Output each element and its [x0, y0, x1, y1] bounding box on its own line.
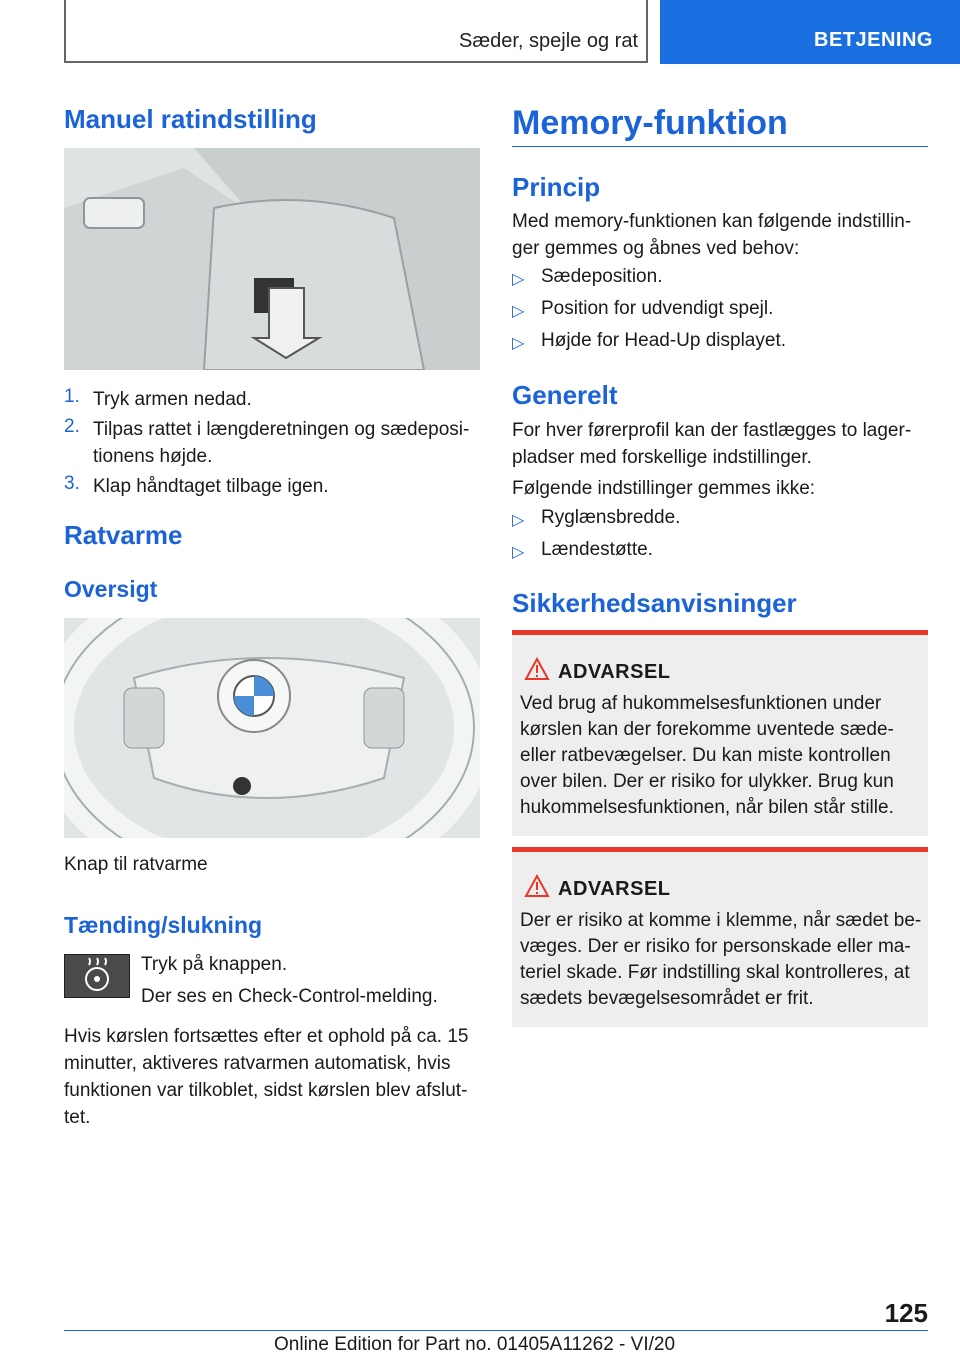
list-item: Position for udvendigt spejl. — [541, 298, 774, 319]
footer-edition: Online Edition for Part no. 01405A11262 - VI/20 — [274, 1334, 676, 1355]
step-number: 1. — [64, 386, 80, 407]
steering-wheel-illustration — [64, 618, 480, 838]
warning-box — [512, 630, 928, 836]
warning-box — [512, 847, 928, 1027]
warning-title: ADVARSEL — [558, 878, 671, 900]
step-text: Klap håndtaget tilbage igen. — [93, 476, 329, 497]
bullet-icon: ▷ — [512, 335, 525, 352]
check-control-text: Der ses en Check-Control-melding. — [141, 986, 438, 1007]
steering-column-illustration — [64, 148, 480, 370]
list-item: Højde for Head-Up displayet. — [541, 330, 786, 351]
auto-activation-paragraph: Hvis kørslen fortsættes efter et ophold på ca. 15 minutter, aktiveres ratvarmen automatisk, hvis funktionen var tilkoblet, sidst kørslen blev afslut-tet. — [64, 1026, 469, 1128]
manual-adjust-heading: Manuel ratindstilling — [64, 104, 317, 134]
heated-steering-heading: Ratvarme — [64, 520, 183, 550]
list-item: Ryglænsbredde. — [541, 507, 681, 528]
memory-function-heading: Memory-funktion — [512, 104, 788, 142]
warning-title: ADVARSEL — [558, 661, 671, 683]
warning-triangle-icon — [524, 874, 550, 898]
safety-heading: Sikkerhedsanvisninger — [512, 588, 797, 618]
header-section-title: Sæder, spejle og rat — [459, 30, 638, 52]
warning-body: Ved brug af hukommelsesfunktionen under kørslen kan der forekomme uventede sæde- eller ratbevægelser. Du kan miste kontrollen over bilen. Der er risiko for ulykker. Brug kun hukommelsesfunktionen, når bilen står stille. — [520, 693, 894, 818]
principle-heading: Princip — [512, 172, 601, 202]
header-tab-label[interactable]: BETJENING — [814, 29, 933, 51]
list-item: Sædeposition. — [541, 266, 663, 287]
general-text: For hver førerprofil kan der fastlægges to lager-pladser med forskellige indstillinger. — [512, 420, 912, 468]
figure-caption: Knap til ratvarme — [64, 854, 208, 875]
not-saved-text: Følgende indstillinger gemmes ikke: — [512, 478, 816, 499]
general-heading: Generelt — [512, 380, 618, 410]
step-list — [64, 386, 480, 506]
principle-list — [512, 266, 928, 366]
press-button-text: Tryk på knappen. — [141, 954, 288, 975]
on-off-heading: Tænding/slukning — [64, 912, 263, 938]
bullet-icon: ▷ — [512, 544, 525, 561]
page-number: 125 — [884, 1298, 928, 1328]
footer-rule — [64, 1330, 928, 1331]
warning-triangle-icon — [524, 657, 550, 681]
heading-rule — [512, 146, 928, 147]
step-number: 3. — [64, 473, 80, 494]
not-saved-list — [512, 507, 928, 577]
bullet-icon: ▷ — [512, 271, 525, 288]
step-text: Tilpas rattet i længderetningen og sædeposi-tionens højde. — [93, 419, 470, 467]
principle-text: Med memory-funktionen kan følgende indstillin-ger gemmes og åbnes ved behov: — [512, 211, 912, 259]
warning-body: Der er risiko at komme i klemme, når sædet be-væges. Der er risiko for personskade eller ma-teriel skade. Før indstilling skal kontrolleres, at sædets bevægelsesområdet er frit. — [520, 910, 922, 1009]
step-text: Tryk armen nedad. — [93, 389, 252, 410]
step-number: 2. — [64, 416, 80, 437]
heated-steering-button-icon[interactable] — [64, 954, 130, 998]
list-item: Lændestøtte. — [541, 539, 653, 560]
bullet-icon: ▷ — [512, 303, 525, 320]
overview-heading: Oversigt — [64, 576, 158, 602]
bullet-icon: ▷ — [512, 512, 525, 529]
